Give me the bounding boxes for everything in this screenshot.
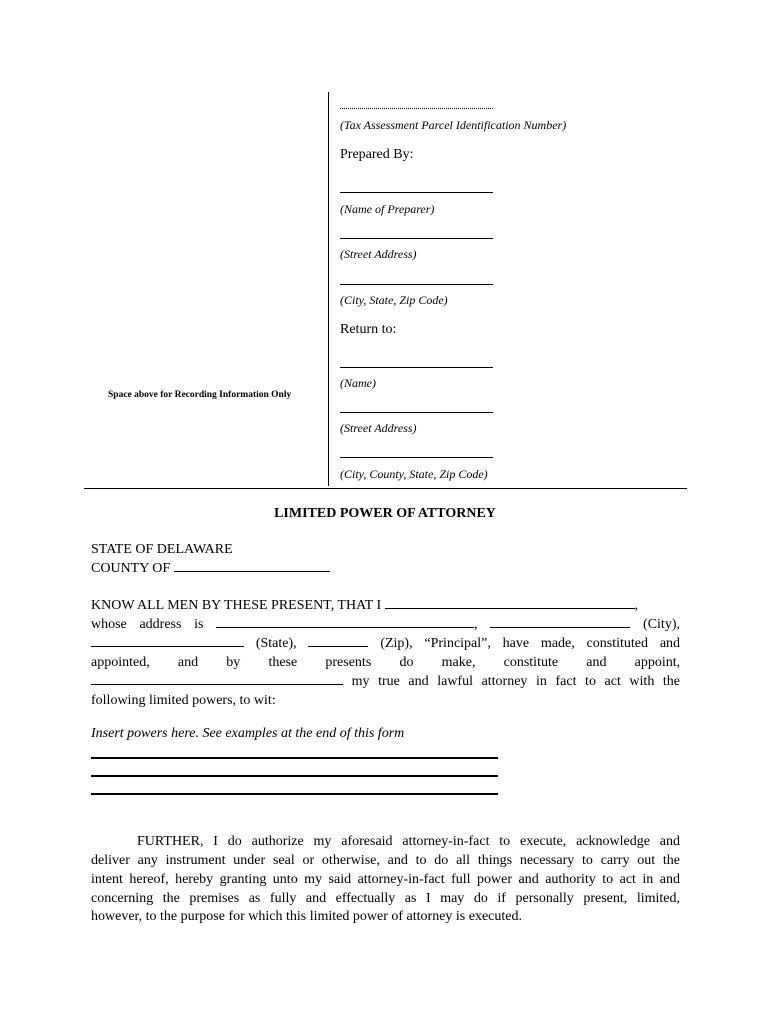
return-name-label: (Name) [340, 376, 376, 390]
state-line: STATE OF DELAWARE [91, 542, 233, 557]
appoint-line [91, 653, 680, 672]
appoint-word: make, [441, 655, 476, 670]
parcel-number-field[interactable] [340, 108, 493, 109]
appoint-word: these [268, 655, 298, 670]
address-line [91, 615, 680, 634]
insert-powers-instruction: Insert powers here. See examples at the end of this form [91, 726, 405, 741]
appoint-word: do [399, 655, 414, 670]
appoint-word: and [586, 655, 607, 670]
following-line: following limited powers, to wit: [91, 693, 276, 708]
state-field[interactable] [91, 634, 244, 647]
preparer-street-field[interactable] [340, 238, 493, 239]
state-text: (State), [255, 636, 297, 651]
powers-line-1[interactable] [91, 757, 498, 759]
preparer-city-label: (City, State, Zip Code) [340, 293, 448, 307]
appoint-word: and [177, 655, 199, 670]
powers-line-3[interactable] [91, 793, 498, 795]
city-text: (City), [643, 617, 680, 632]
appoint-word: appointed, [91, 655, 150, 670]
document-title: LIMITED POWER OF ATTORNEY [274, 506, 496, 521]
parcel-number-label: (Tax Assessment Parcel Identification Number) [340, 118, 567, 132]
return-city-field[interactable] [340, 457, 493, 458]
whose-address-text: whose address is [91, 617, 204, 632]
recording-note: Space above for Recording Information Only [108, 390, 292, 400]
appoint-word: constitute [503, 655, 559, 670]
powers-line-2[interactable] [91, 775, 498, 777]
appoint-word: appoint, [634, 655, 681, 670]
further-line-2: deliver any instrument under seal or otherwise, and to do all things necessary to carry out the [91, 853, 680, 868]
further-line-5: however, to the purpose for which this limited power of attorney is executed. [91, 909, 522, 924]
further-line-1: FURTHER, I do authorize my aforesaid attorney-in-fact to execute, acknowledge and [137, 834, 680, 849]
preparer-name-field[interactable] [340, 192, 493, 193]
city-field[interactable] [490, 615, 630, 628]
comma-text: , [634, 598, 639, 613]
county-label: COUNTY OF [91, 561, 171, 576]
preparer-city-field[interactable] [340, 284, 493, 285]
principal-name-field[interactable] [385, 596, 635, 609]
preparer-street-label: (Street Address) [340, 247, 417, 261]
county-field[interactable] [174, 559, 330, 572]
know-all-text: KNOW ALL MEN BY THESE PRESENT, THAT I [91, 598, 382, 613]
further-line-3: intent hereof, hereby granting unto my said attorney-in-fact full power and authority to act in and [91, 872, 680, 887]
zip-principal-text: (Zip), “Principal”, have made, constituted and [380, 636, 681, 651]
principal-line [91, 596, 680, 615]
return-street-label: (Street Address) [340, 421, 417, 435]
street-address-field[interactable] [216, 615, 474, 628]
attorney-line [91, 672, 680, 691]
further-line-4: concerning the premises as fully and effectually as I may do if personally present, limited, [91, 891, 680, 906]
return-to-heading: Return to: [340, 322, 397, 337]
state-zip-line [91, 634, 680, 653]
appoint-word: by [226, 655, 241, 670]
attorney-text: my true and lawful attorney in fact to act with the [351, 674, 681, 689]
return-street-field[interactable] [340, 412, 493, 413]
header-divider-horizontal [84, 488, 687, 489]
prepared-by-heading: Prepared By: [340, 147, 414, 162]
return-city-label: (City, County, State, Zip Code) [340, 467, 488, 481]
header-divider-vertical [328, 92, 329, 486]
county-line [91, 559, 680, 578]
appoint-word: presents [325, 655, 372, 670]
return-name-field[interactable] [340, 367, 493, 368]
comma-text-2: , [474, 617, 478, 632]
zip-field[interactable] [308, 634, 368, 647]
attorney-name-field[interactable] [91, 672, 343, 685]
preparer-name-label: (Name of Preparer) [340, 202, 435, 216]
